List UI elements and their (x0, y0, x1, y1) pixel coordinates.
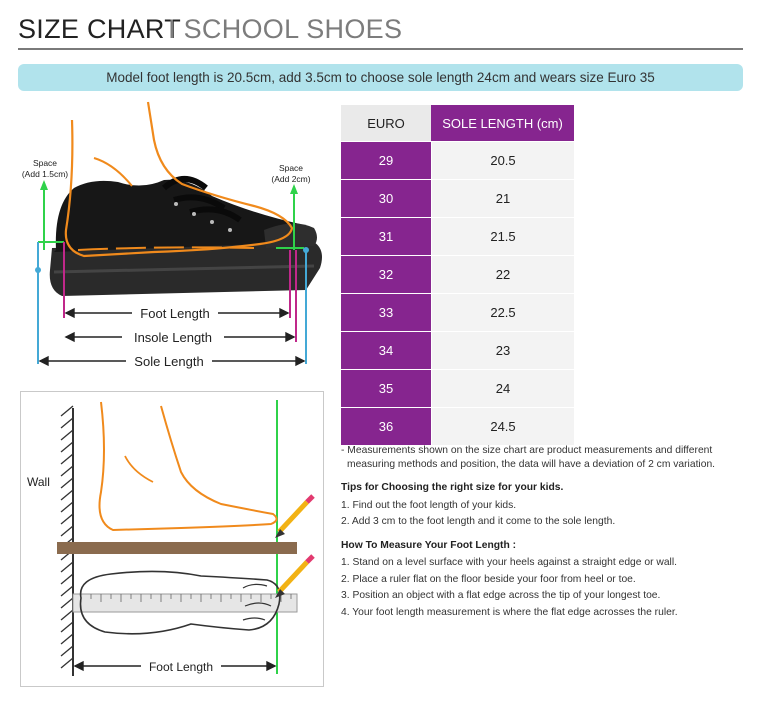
space-left-note: (Add 1.5cm) (21, 169, 69, 179)
foot-measure-panel (20, 391, 324, 687)
sole-length-value: 24 (431, 370, 574, 408)
howto-title: How To Measure Your Foot Length : (341, 539, 517, 551)
space-left-label: Space (32, 158, 58, 168)
euro-size: 34 (341, 332, 431, 370)
notes-section (341, 444, 741, 622)
euro-size: 29 (341, 142, 431, 180)
sole-length-value: 23 (431, 332, 574, 370)
list-item: 1. Find out the foot length of your kids. (341, 499, 517, 511)
foot-length-label: Foot Length (140, 306, 210, 321)
size-table (341, 105, 574, 446)
page-title: SIZE CHART (18, 14, 182, 44)
model-info-banner: Model foot length is 20.5cm, add 3.5cm to choose sole length 24cm and wears size Euro 35 (18, 64, 743, 91)
foot-measure-diagram (21, 392, 323, 686)
table-row (341, 294, 574, 332)
title-bar (18, 12, 743, 50)
sole-length-value: 24.5 (431, 408, 574, 446)
list-item: 4. Your foot length measurement is where the flat edge acrosses the ruler. (341, 606, 678, 618)
euro-size: 33 (341, 294, 431, 332)
floor-surface (57, 542, 297, 554)
table-row (341, 180, 574, 218)
foot-length-label: Foot Length (148, 660, 214, 674)
insole-length-label: Insole Length (133, 330, 213, 345)
sole-right-dot (303, 247, 309, 253)
pencil-icon (275, 556, 313, 598)
sole-length-value: 22.5 (431, 294, 574, 332)
sole-length-value: 21.5 (431, 218, 574, 256)
euro-size: 32 (341, 256, 431, 294)
pencil-icon (275, 496, 313, 538)
table-row (341, 142, 574, 180)
list-item: 2. Place a ruler flat on the floor beside your foor from heel or toe. (341, 573, 636, 585)
list-item: 1. Stand on a level surface with your heels against a straight edge or wall. (341, 557, 677, 568)
euro-size: 35 (341, 370, 431, 408)
table-row (341, 408, 574, 446)
page-subtitle: I SCHOOL SHOES (168, 14, 403, 44)
shoe-measurement-diagram (14, 100, 324, 380)
table-row (341, 332, 574, 370)
table-row (341, 370, 574, 408)
sole-length-value: 21 (431, 180, 574, 218)
table-row (341, 218, 574, 256)
list-item: 3. Position an object with a flat edge across the tip of your longest toe. (341, 590, 661, 601)
side-foot-outline (100, 402, 277, 530)
howto-list (341, 556, 741, 619)
euro-size: 36 (341, 408, 431, 446)
list-item: 2. Add 3 cm to the foot length and it come to the sole length. (341, 516, 616, 527)
euro-size: 31 (341, 218, 431, 256)
tips-list (341, 499, 741, 529)
sole-length-value: 22 (431, 256, 574, 294)
sole-length-value: 20.5 (431, 142, 574, 180)
space-right-label: Space (278, 163, 304, 173)
space-right-note: (Add 2cm) (271, 174, 311, 184)
sole-length-label: Sole Length (134, 354, 204, 369)
header-sole-length: SOLE LENGTH (cm) (431, 105, 574, 142)
euro-size: 30 (341, 180, 431, 218)
space-right-arrow (290, 184, 298, 194)
header-euro: EURO (341, 105, 431, 142)
wall-label: Wall (27, 475, 50, 489)
space-left-arrow (40, 180, 48, 190)
measurement-note: - Measurements shown on the size chart are product measurements and different measuring methods and position, the data will have a deviation of 2 cm variation. (341, 445, 716, 470)
tips-title: Tips for Choosing the right size for your kids. (341, 482, 564, 493)
sole-left-dot (35, 267, 41, 273)
table-row (341, 256, 574, 294)
